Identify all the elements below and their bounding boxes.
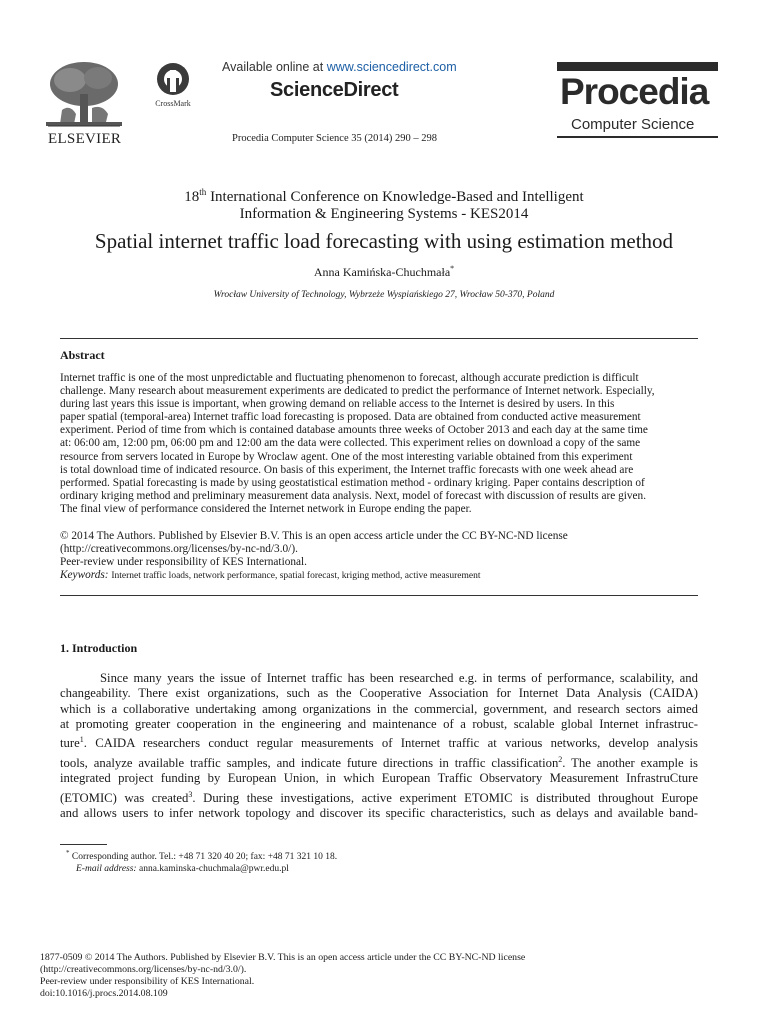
available-online-line (222, 60, 457, 74)
introduction-line: tools, analyze available traffic samples, and indicate future directions in traffic classification$^2$. The another example is (60, 754, 698, 770)
abstract-text (60, 372, 698, 516)
crossmark-label: CrossMark (155, 99, 191, 108)
introduction-line: integrated project funding by European Union, in which European Traffic Observatory Measurement InfrastruCture (60, 771, 698, 786)
abstract-line: performed. Spatial forecasting is made by using geostatistical estimation method - ordinary kriging. Paper contains description of (60, 476, 645, 489)
introduction-line: Since many years the issue of Internet traffic has been researched e.g. in terms of performance, scalability, and (100, 671, 698, 685)
footnote-divider (60, 844, 107, 845)
citation-reference[interactable]: 1 (79, 735, 84, 745)
journal-reference: Procedia Computer Science 35 (2014) 290 – 298 (232, 133, 437, 144)
conference-name (0, 184, 768, 223)
article-info-footer (40, 952, 525, 1000)
crossmark-icon (156, 62, 190, 98)
abstract-line: experiment. Period of time from which is contained database amounts three weeks of October 2013 and each day at the same time (60, 424, 648, 437)
copyright-line-1: © 2014 The Authors. Published by Elsevier B.V. This is an open access article under the CC BY-NC-ND license (60, 530, 568, 542)
citation-reference[interactable]: 2 (558, 754, 563, 764)
abstract-top-divider (60, 338, 698, 339)
introduction-line: which is a collaborative undertaking among organizations in the commercial, government, and research sectors aimed (60, 701, 698, 716)
procedia-subtitle: Computer Science (571, 116, 695, 133)
citation-reference[interactable]: 3 (188, 789, 193, 799)
abstract-line: The final view of performance considered the Internet network in Europe ending the paper. (60, 502, 472, 515)
abstract-line: is total download time of indicated resource. On basis of this experiment, the Internet traffic forecasts with one week ahead are (60, 463, 634, 476)
elsevier-tree-icon (42, 58, 126, 132)
abstract-heading: Abstract (60, 348, 105, 362)
sciencedirect-wordmark: ScienceDirect (270, 79, 399, 101)
author-name: Anna Kamińska-Chuchmała (313, 265, 451, 279)
sciencedirect-link[interactable]: www.sciencedirect.com (326, 60, 457, 74)
peer-review-note: Peer-review under responsibility of KES International. (60, 556, 307, 568)
introduction-line: ture$^1$. CAIDA researchers conduct regular measurements of Internet traffic at various networks, develop analysis (60, 735, 698, 751)
procedia-wordmark: Procedia (560, 71, 709, 112)
issn-license-line: 1877-0509 © 2014 The Authors. Published by Elsevier B.V. This is an open access article under the CC BY-NC-ND license (40, 952, 526, 963)
introduction-text (60, 671, 698, 821)
conference-line-1: 18th International Conference on Knowledge-Based and Intelligent (184, 187, 584, 205)
abstract-line: paper spatial (temporal-area) Internet traffic load forecasting is proposed. Data are obtained from conducted active measurement (60, 411, 641, 424)
keywords-line (60, 569, 480, 581)
peer-review-footer: Peer-review under responsibility of KES International. (40, 976, 255, 987)
introduction-line: and allows users to infer network topology and discover its specific characteristics, such as delays and available band- (60, 806, 698, 821)
paper-title: Spatial internet traffic load forecasting with using estimation method (94, 229, 674, 253)
elsevier-logo (42, 58, 126, 148)
author-affiliation: Wrocław University of Technology, Wybrzeże Wyspiańskiego 27, Wrocław 50-370, Poland (213, 290, 555, 300)
procedia-bottom-bar (557, 136, 718, 138)
copyright-license-link[interactable]: (http://creativecommons.org/licenses/by-nc-nd/3.0/). (60, 543, 298, 555)
author-email-link[interactable]: anna.kaminska-chuchmala@pwr.edu.pl (136, 864, 289, 875)
abstract-bottom-divider (60, 595, 698, 596)
introduction-line: (ETOMIC) was created$^3$. During these investigations, active experiment ETOMIC is distributed throughout Europe (60, 789, 699, 805)
abstract-line: at: 06:00 am, 12:00 pm, 06:00 pm and 12:00 am the data were collected. This experiment relies on download a copy of the same (60, 437, 641, 450)
abstract-line: ordinary kriging method and preliminary measurement data analysis. Next, model of forecast with discussion of results are given. (60, 489, 647, 502)
footnote-contact: * Corresponding author. Tel.: +48 71 320 40 20; fax: +48 71 321 10 18. (66, 849, 338, 863)
footnote-email: E-mail address: anna.kaminska-chuchmala@pwr.edu.pl (76, 864, 289, 875)
author-line (0, 264, 768, 280)
keywords-list: Internet traffic loads, network performance, spatial forecast, kriging method, active measurement (111, 571, 481, 581)
introduction-line: changeability. There exist organizations, such as the Cooperative Association for Internet Data Analysis (CAIDA) (60, 686, 698, 701)
author-mark: * (450, 264, 455, 273)
abstract-line: during last years this issue is important, when growing demand on reliable access to the Internet is desired by users. In this (60, 398, 615, 411)
license-link[interactable]: (http://creativecommons.org/licenses/by-nc-nd/3.0/). (40, 964, 247, 975)
abstract-line: Internet traffic is one of the most unpredictable and fluctuating phenomenon to forecast, although accurate prediction is difficult (60, 372, 639, 384)
keywords-label: Keywords: (60, 569, 109, 581)
available-prefix: Available online at (222, 60, 327, 74)
introduction-line: at promoting greater cooperation in the engineering and maintenance of a robust, scalable global Internet infrastruc- (60, 716, 698, 731)
abstract-line: challenge. Many research about measurement experiments are dedicated to predict the performance of Internet network. Especially, (60, 385, 655, 398)
section-heading-introduction: 1. Introduction (60, 641, 138, 655)
crossmark-badge[interactable] (148, 62, 198, 110)
publisher-name: ELSEVIER (48, 131, 122, 147)
abstract-copyright (60, 530, 698, 569)
footnote (66, 847, 337, 875)
doi-link[interactable]: doi:10.1016/j.procs.2014.08.109 (40, 988, 168, 999)
abstract-line: resource from servers located in Europe by Wroclaw agent. One of the most interesting variable obtained from this experiment (60, 450, 633, 463)
conference-line-2: Information & Engineering Systems - KES2014 (239, 206, 529, 222)
